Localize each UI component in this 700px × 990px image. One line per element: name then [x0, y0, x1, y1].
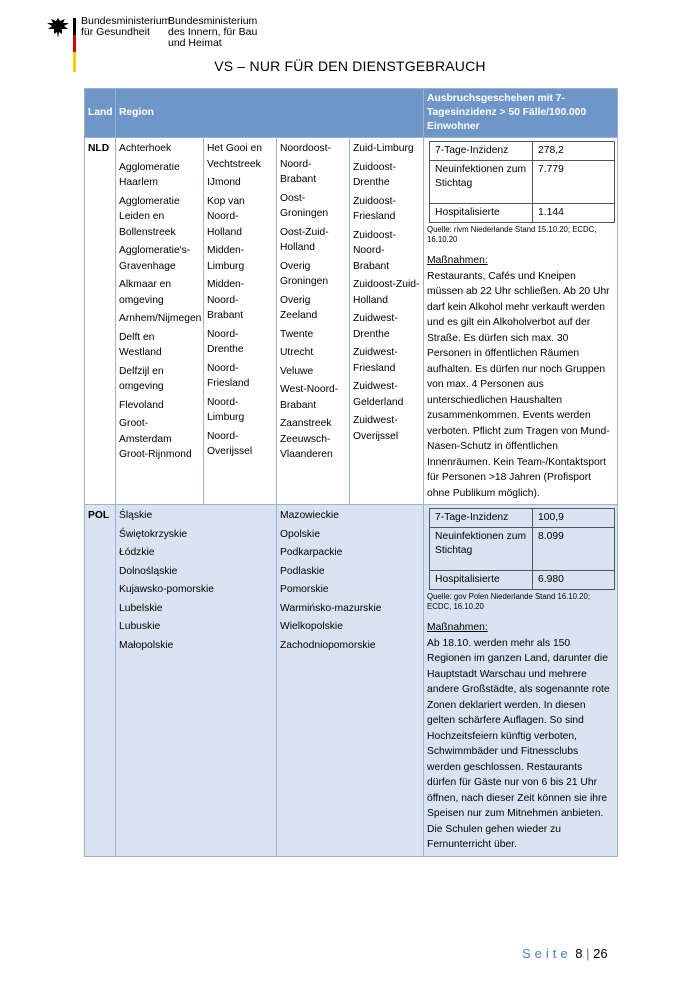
region-item: Overig Zeeland: [280, 294, 318, 321]
region-column: [277, 138, 350, 505]
region-item: Delft en Westland: [119, 331, 162, 358]
region-item: Zaanstreek: [280, 418, 332, 429]
region-item: Opolskie: [280, 528, 321, 540]
stats-row: [430, 571, 615, 590]
region-item: Midden-Limburg: [207, 245, 245, 272]
region-column: [350, 138, 424, 505]
stats-value: 278,2: [533, 142, 615, 161]
region-item: Zuid-Limburg: [353, 143, 414, 154]
region-item: Zuidwest-Overijssel: [353, 415, 399, 442]
table-row-nld: [85, 138, 618, 505]
region-item: Świętokrzyskie: [119, 528, 188, 540]
region-item: Noord-Friesland: [207, 362, 250, 389]
stats-row: [430, 509, 615, 528]
stats-value: 1.144: [533, 204, 615, 223]
land-code: POL: [85, 505, 116, 857]
region-column: [116, 138, 204, 505]
region-item: Zuidoost-Zuid-Holland: [353, 279, 420, 306]
stats-label: Neuinfektionen zum Stichtag: [430, 161, 533, 204]
region-item: Wielkopolskie: [280, 621, 343, 632]
region-item: Het Gooi en Vechtstreek: [207, 143, 262, 170]
region-item: Noordoost-Noord-Brabant: [280, 143, 331, 185]
region-item: Łódzkie: [119, 547, 155, 558]
region-item: Twente: [280, 328, 314, 340]
region-item: Zuidoost-Friesland: [353, 195, 396, 222]
stats-row: [430, 142, 615, 161]
outbreak-cell: [424, 138, 618, 505]
region-item: IJmond: [207, 177, 241, 188]
table-header-row: [85, 89, 618, 138]
region-column: [204, 138, 277, 505]
stats-row: [430, 204, 615, 223]
page-number: 8: [575, 946, 583, 961]
region-item: Zachodniopomorskie: [280, 639, 376, 651]
region-item: Achterhoek: [119, 143, 172, 154]
region-item: Agglomeratie's-Gravenhage: [119, 245, 191, 272]
stats-row: [430, 161, 615, 204]
stats-label: 7-Tage-Inzidenz: [430, 509, 533, 528]
region-item: Overig Groningen: [280, 260, 329, 287]
region-item: Warmińsko-mazurskie: [280, 602, 382, 614]
outbreak-cell: [424, 505, 618, 857]
region-column: [116, 505, 277, 857]
measures-text: Ab 18.10. werden mehr als 150 Regionen im ganzen Land, darunter die Hauptstadt Warschau und mehrere andere Großstädte, als sogenannte rote Zonen deklariert werden. In diesen gelten schärfere Auflagen. So sind Hochzeitsfeiern künftig verboten, Schwimmbäder und Fitnessclubs werden geschlossen. Restaurants dürfen für Gäste nur von 6 bis 21 Uhr öffnen, nach dieser Zeit können sie ihre Speisen nur zum Mitnehmen anbieten. Die Schulen gehen wieder zu Fernunterricht über.: [427, 637, 610, 850]
region-item: Zuidwest-Friesland: [353, 347, 398, 374]
region-item: Dolnośląskie: [119, 565, 178, 577]
region-item: Pomorskie: [280, 584, 329, 595]
classification-title: VS – NUR FÜR DEN DIENSTGEBRAUCH: [214, 58, 486, 74]
stats-label: Hospitalisierte: [430, 204, 533, 223]
region-item: West-Noord-Brabant: [280, 384, 339, 411]
region-item: Agglomeratie Haarlem: [119, 161, 180, 188]
risk-regions-table: [84, 88, 618, 857]
federal-eagle-logo: [46, 17, 70, 39]
region-item: Małopolskie: [119, 639, 174, 651]
page-separator: |: [582, 946, 594, 961]
region-item: Agglomeratie Leiden en Bollenstreek: [119, 195, 180, 238]
page-total: 26: [593, 946, 608, 961]
stats-table: [429, 508, 615, 590]
region-item: Zuidwest-Gelderland: [353, 381, 404, 408]
stats-label: 7-Tage-Inzidenz: [430, 142, 533, 161]
region-item: Alkmaar en omgeving: [119, 279, 172, 306]
region-item: Veluwe: [280, 365, 314, 377]
stats-value: 7.779: [533, 161, 615, 204]
region-item: Midden-Noord-Brabant: [207, 279, 245, 321]
region-item: Podlaskie: [280, 565, 325, 577]
region-item: Oost-Groningen: [280, 192, 329, 219]
region-item: Noord-Limburg: [207, 396, 245, 423]
measures-heading: Maßnahmen:: [427, 255, 488, 266]
region-item: Delfzijl en omgeving: [119, 365, 164, 392]
stats-row: [430, 528, 615, 571]
header-region: Region: [116, 89, 424, 138]
region-item: Noord-Drenthe: [207, 328, 244, 355]
region-item: Lubuskie: [119, 621, 161, 632]
region-item: Kujawsko-pomorskie: [119, 584, 214, 595]
region-item: Zuidoost-Drenthe: [353, 161, 396, 188]
source-note: Quelle: gov Polen Niederlande Stand 16.10.20; ECDC, 16.10.20: [427, 592, 591, 611]
region-column: [277, 505, 424, 857]
region-item: Arnhem/Nijmegen: [119, 313, 202, 324]
measures-text: Restaurants, Cafés und Kneipen müssen ab 22 Uhr schließen. Ab 20 Uhr darf kein Alkohol mehr verkauft werden und es gilt ein Alkoholverbot auf der Straße. Es dürfen sich max. 30 Personen in öffentlichen Räumen aufhalten. Es dürfen nur noch Gruppen von max. 4 Personen aus unterschiedlichen Haushalten zusammenkommen. Events werden verboten. Pflicht zum Tragen von Mund-Nasen-Schutz in öffentlichen Innenräumen. Kein Team-/Kontaktsport für Personen >18 Jahren (Profisport ohne Publikum möglich).: [427, 270, 610, 499]
stats-value: 100,9: [533, 509, 615, 528]
measures-heading: Maßnahmen:: [427, 622, 488, 633]
region-item: Groot-Amsterdam: [119, 418, 172, 445]
stats-label: Hospitalisierte: [430, 571, 533, 590]
region-item: Podkarpackie: [280, 547, 343, 558]
region-item: Flevoland: [119, 399, 164, 411]
region-item: Zeeuwsch-Vlaanderen: [280, 433, 333, 460]
region-item: Lubelskie: [119, 602, 163, 614]
region-item: Kop van Noord-Holland: [207, 195, 245, 238]
stats-value: 8.099: [533, 528, 615, 571]
header-land: Land: [85, 89, 116, 138]
region-item: Groot-Rijnmond: [119, 449, 192, 460]
region-item: Mazowieckie: [280, 510, 339, 521]
stats-value: 6.980: [533, 571, 615, 590]
source-note: Quelle: rivm Niederlande Stand 15.10.20; ECDC, 16.10.20: [427, 225, 597, 244]
table-row-pol: [85, 505, 618, 857]
header-outbreak: Ausbruchsgeschehen mit 7-Tagesinzidenz > 50 Fälle/100.000 Einwohner: [424, 89, 618, 138]
land-code: NLD: [85, 138, 116, 505]
region-item: Śląskie: [119, 510, 153, 521]
region-item: Noord-Overijssel: [207, 430, 253, 457]
region-item: Zuidoost-Noord-Brabant: [353, 229, 396, 272]
region-item: Utrecht: [280, 347, 314, 358]
ministry-health-name: Bundesministerium für Gesundheit: [81, 15, 171, 38]
ministry-interior-name: Bundesministerium des Innern, für Bau und Heimat: [168, 15, 258, 49]
stats-table: [429, 141, 615, 223]
page-footer: [522, 946, 608, 961]
region-item: Oost-Zuid-Holland: [280, 226, 329, 253]
region-item: Zuidwest-Drenthe: [353, 313, 398, 340]
page-word: Seite: [522, 946, 572, 961]
stats-label: Neuinfektionen zum Stichtag: [430, 528, 533, 571]
